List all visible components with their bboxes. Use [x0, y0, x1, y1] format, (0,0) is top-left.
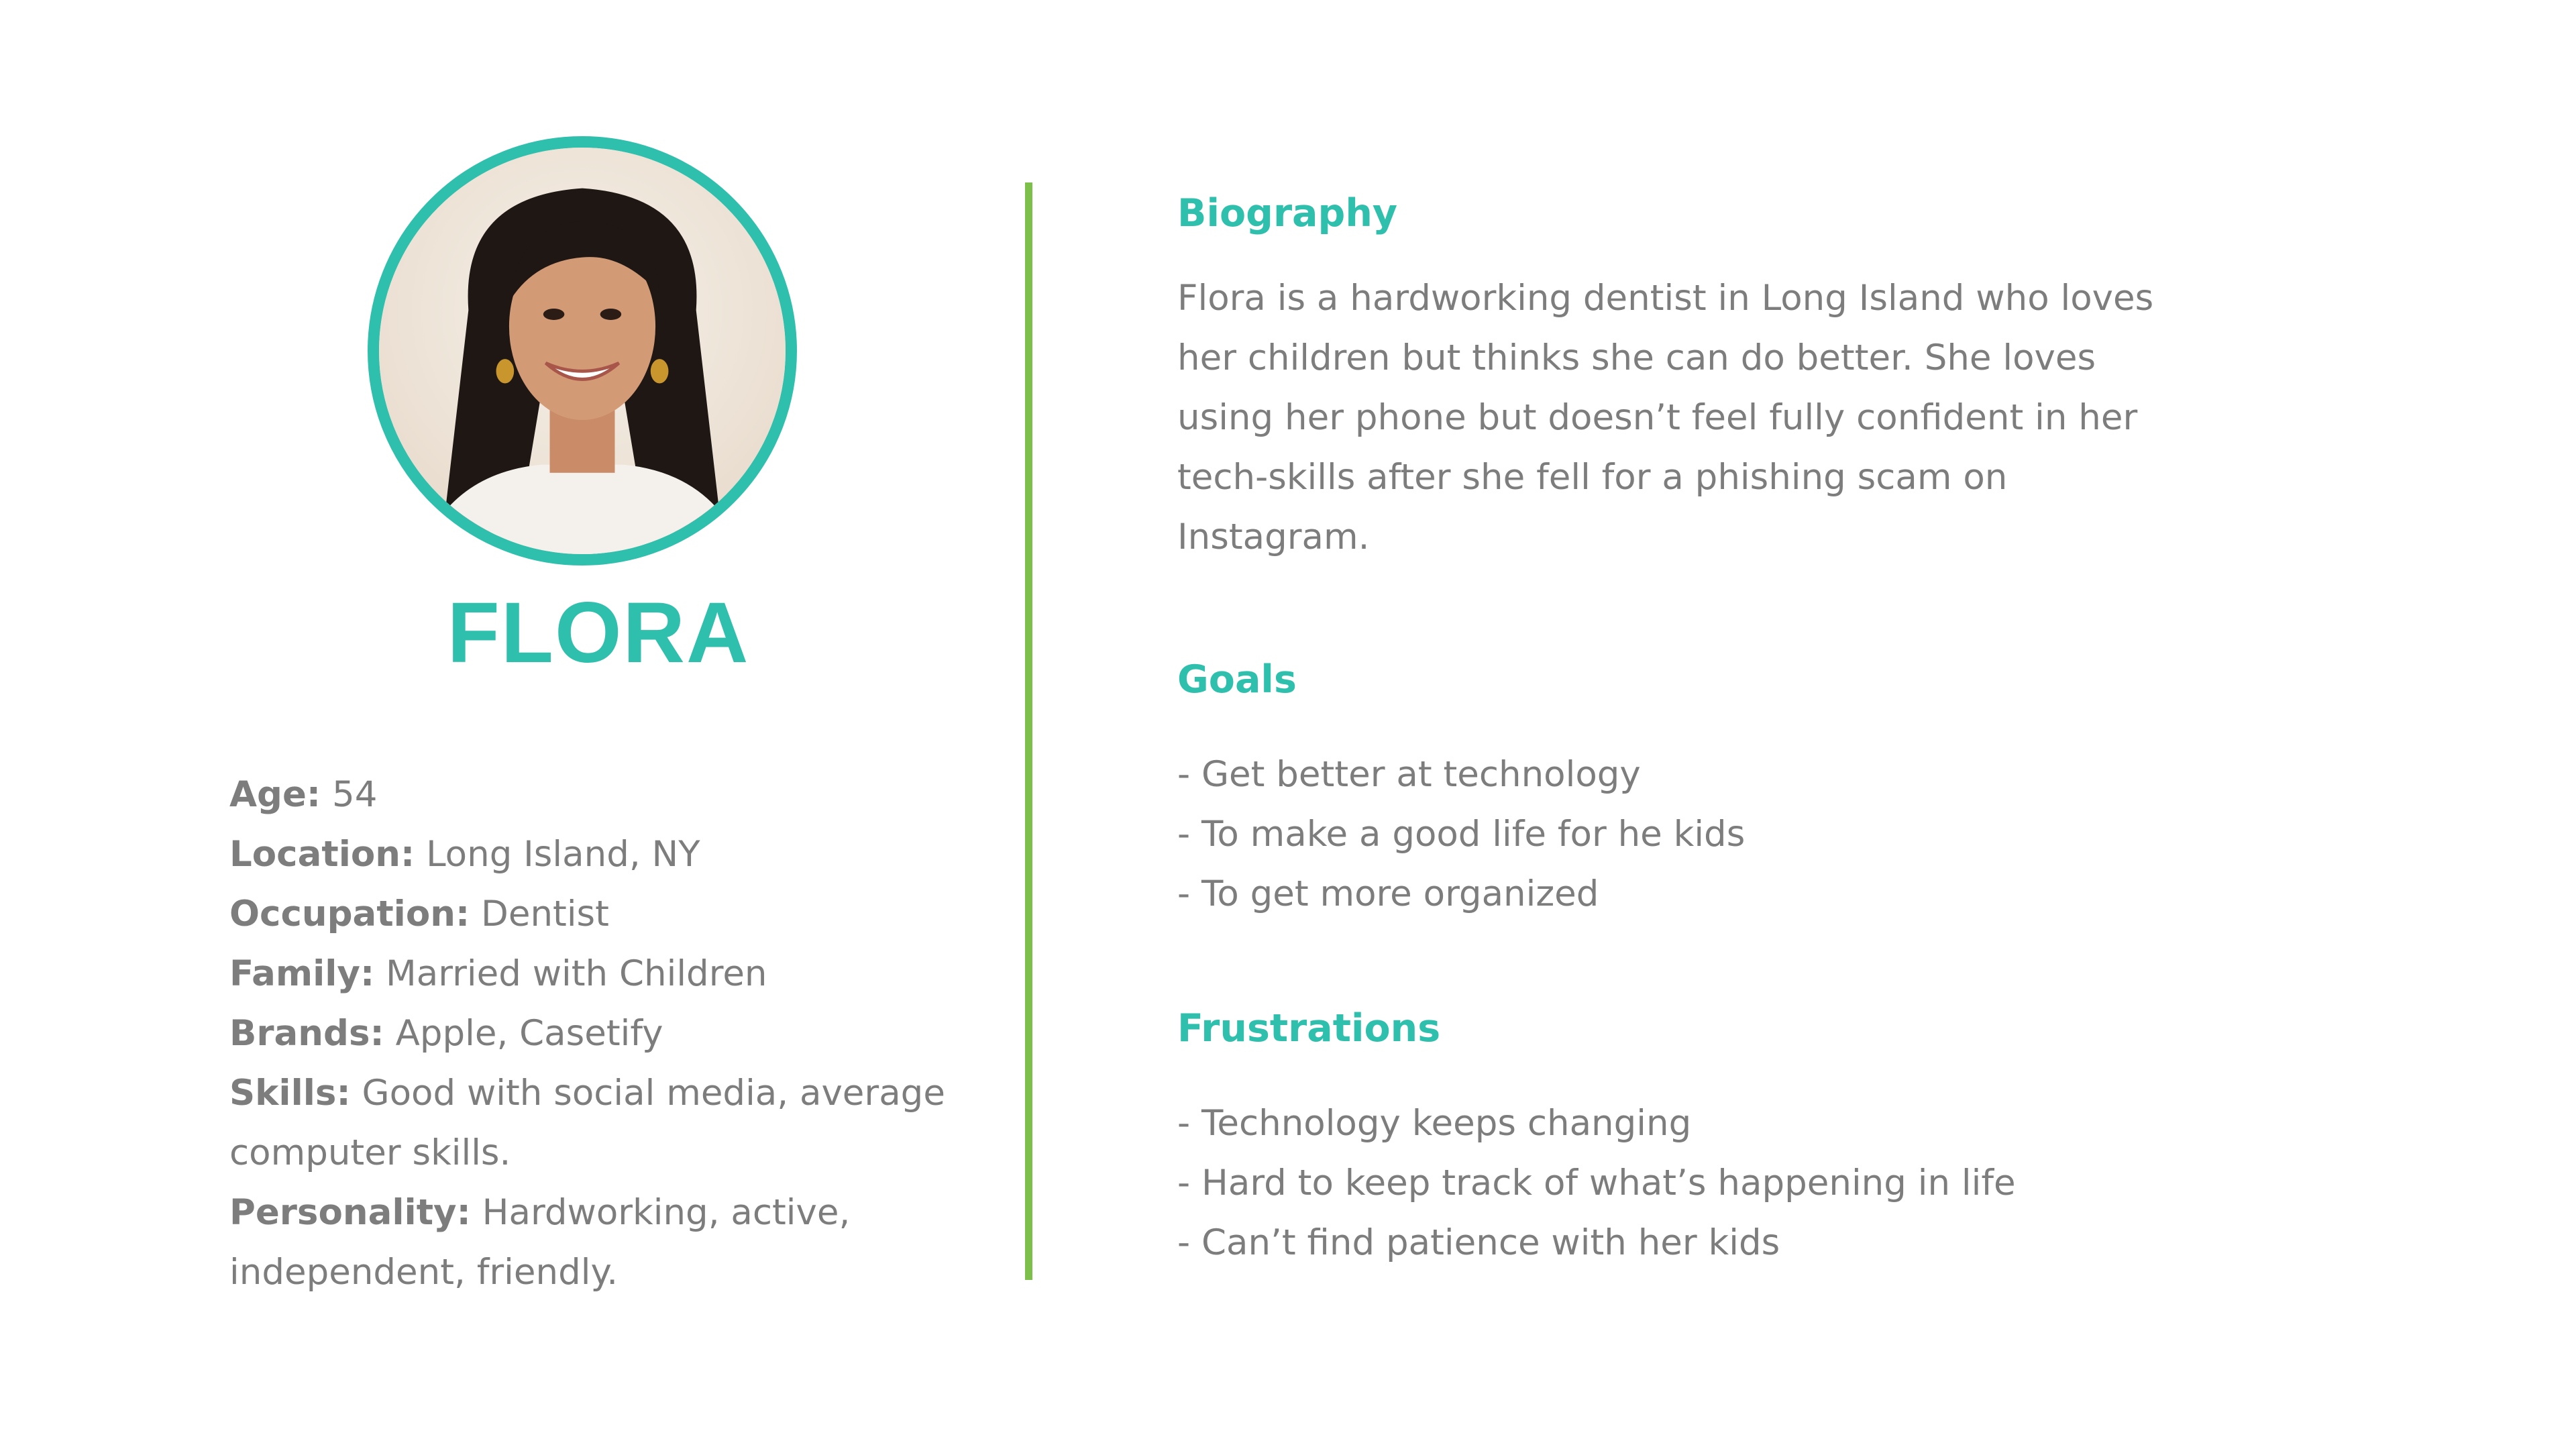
goals-title: Goals: [1177, 657, 1297, 702]
list-item: - Get better at technology: [1177, 745, 2184, 804]
persona-photo: [379, 148, 786, 554]
persona-avatar: [368, 136, 797, 566]
fact-key: Skills:: [229, 1073, 351, 1114]
fact-value: Good with social media, average computer skills.: [229, 1073, 945, 1173]
fact-value: Hardworking, active, independent, friendly.: [229, 1192, 851, 1293]
persona-facts: [229, 765, 981, 1302]
fact-key: Age:: [229, 774, 321, 815]
fact-value: Married with Children: [386, 953, 767, 994]
fact-age: [229, 765, 981, 824]
persona-name: FLORA: [447, 585, 750, 681]
fact-occupation: [229, 884, 981, 944]
section-divider: [1025, 182, 1032, 1280]
list-item: - Technology keeps changing: [1177, 1093, 2184, 1153]
fact-brands: [229, 1004, 981, 1063]
goals-list: [1177, 745, 2184, 924]
list-item: - To get more organized: [1177, 864, 2184, 924]
biography-title: Biography: [1177, 191, 1398, 235]
fact-key: Family:: [229, 953, 375, 994]
frustrations-list: [1177, 1093, 2184, 1273]
fact-value: 54: [331, 774, 378, 815]
fact-family: [229, 944, 981, 1004]
fact-key: Location:: [229, 834, 415, 875]
fact-key: Brands:: [229, 1013, 384, 1054]
fact-value: Apple, Casetify: [395, 1013, 663, 1054]
list-item: - Hard to keep track of what’s happening in life: [1177, 1153, 2184, 1213]
fact-value: Dentist: [481, 894, 609, 934]
fact-value: Long Island, NY: [426, 834, 700, 875]
list-item: - Can’t find patience with her kids: [1177, 1213, 2184, 1273]
frustrations-title: Frustrations: [1177, 1006, 1441, 1051]
fact-location: [229, 824, 981, 884]
list-item: - To make a good life for he kids: [1177, 804, 2184, 864]
fact-skills: [229, 1063, 981, 1183]
fact-key: Personality:: [229, 1192, 471, 1233]
biography-text: Flora is a hardworking dentist in Long Island who loves her children but thinks she can do better. She loves using her phone but doesn’t feel fully confident in her tech-skills after she fell for a phishing scam on Instagram.: [1177, 278, 2154, 557]
fact-personality: [229, 1183, 981, 1302]
fact-key: Occupation:: [229, 894, 470, 934]
